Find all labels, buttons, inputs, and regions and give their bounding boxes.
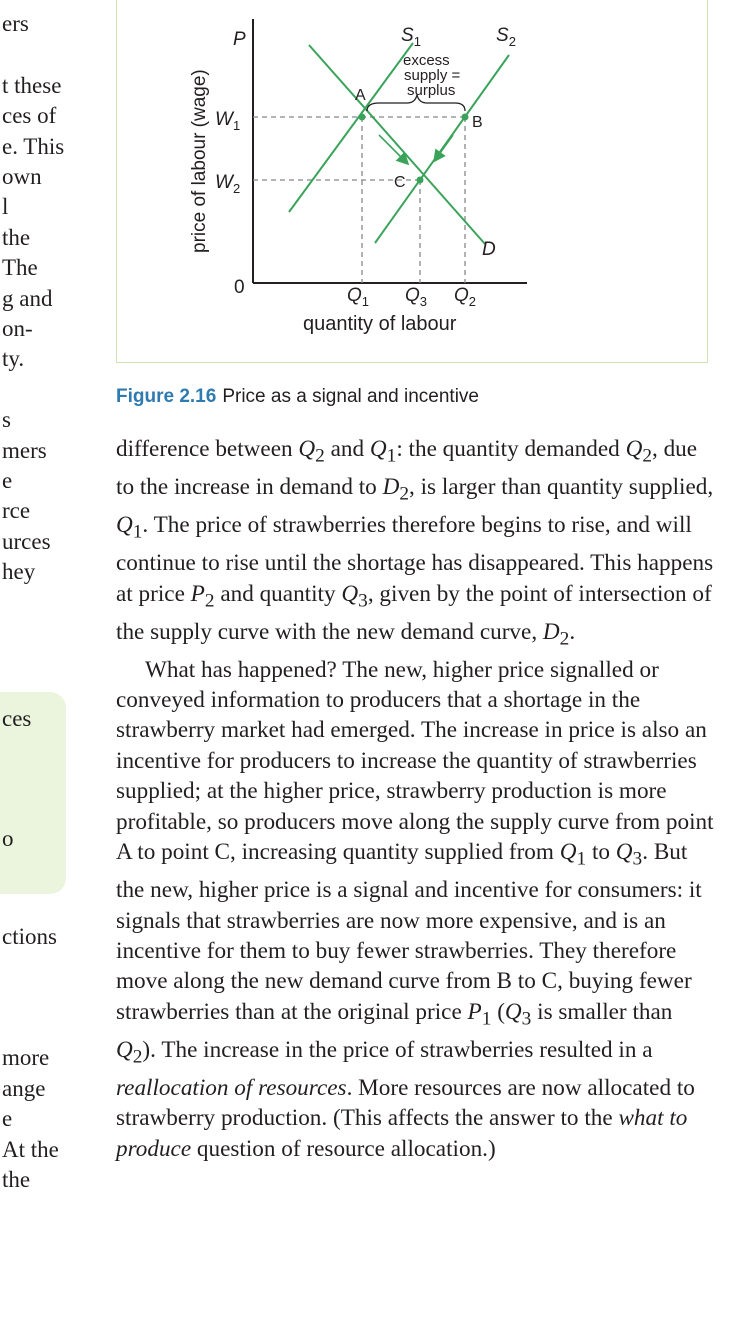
- left-text-line: ces of: [2, 103, 57, 128]
- left-text-line: e: [2, 1106, 13, 1131]
- figure-title: Price as a signal and incentive: [222, 386, 479, 407]
- left-text-line: o: [2, 826, 14, 851]
- left-text-line: e: [2, 468, 13, 493]
- q2-label: $Q_2$: [454, 285, 477, 309]
- point-b-marker: [462, 114, 469, 121]
- point-c-marker: [417, 177, 424, 184]
- left-text-line: The: [2, 255, 38, 280]
- q3-label: $Q_3$: [405, 285, 428, 309]
- left-text-line: the: [2, 1167, 31, 1192]
- s2-label: $S_2$: [496, 25, 516, 49]
- left-text-line: mers: [2, 438, 47, 463]
- w1-label: $W_1$: [215, 109, 241, 133]
- annotation-line-3: surplus: [407, 82, 456, 99]
- w2-label: $W_2$: [215, 172, 241, 196]
- paragraph-2: What has happened? The new, higher price signalled or conveyed information to producers that a shortage in the strawberry market had emerged. The increase in price is also an incentive for producers to increase the quantity of strawberries supplied; at the higher price, strawberry production is more profitable, so producers move along the supply curve from point A to point C, increasing quantity supplied from $Q_1$ to $Q_3$. But the new, higher price is a signal and incentive for consumers: it signals that strawberries are now more expensive, and is an incentive for them to buy fewer strawberries. They therefore move along the new demand curve from B to C, buying fewer strawberries than at the original price $P_1$ ($Q_3$ is smaller than $Q_2$). The increase in the price of strawberries resulted in a reallocation of resources. More resources are now allocated to strawberry production. (This affects the answer to the what to produce question of resource allocation.): [116, 656, 714, 1162]
- point-c-label: C: [394, 174, 406, 191]
- paragraph-1: difference between $Q_2$ and $Q_1$: the quantity demanded $Q_2$, due to the increase in demand to $D_2$, is larger than quantity supplied, $Q_1$. The price of strawberries therefore begins to rise, and will continue to rise until the shortage has disappeared. This happens at price $P_2$ and quantity $Q_3$, given by the point of intersection of the supply curve with the new demand curve, $D_2$.: [116, 436, 714, 650]
- s1-label: $S_1$: [401, 25, 421, 49]
- body-text: [116, 434, 716, 1164]
- left-column: [0, 0, 80, 1334]
- annotation-line-2: supply =: [404, 67, 461, 84]
- point-a-marker: [359, 114, 366, 121]
- q1-label: $Q_1$: [347, 285, 370, 309]
- demand-label: D: [482, 239, 496, 260]
- left-text-line: s: [2, 407, 11, 432]
- x-axis-title: quantity of labour: [303, 313, 457, 335]
- left-text-line: hey: [2, 559, 36, 584]
- left-text-line: the: [2, 225, 31, 250]
- left-text-line: l: [2, 194, 9, 219]
- point-b-label: B: [472, 114, 483, 131]
- left-text-line: urces: [2, 529, 51, 554]
- left-text-line: At the: [2, 1137, 59, 1162]
- left-text-line: own: [2, 164, 42, 189]
- arrow-b-to-c: [435, 135, 453, 160]
- left-text-line: rce: [2, 498, 31, 523]
- left-text-line: ers: [2, 11, 29, 36]
- left-text-line: on-: [2, 316, 33, 341]
- p-axis-label: P: [233, 29, 246, 50]
- left-text-line: ange: [2, 1076, 46, 1101]
- y-axis-title: price of labour (wage): [189, 69, 210, 253]
- left-text-line: ces: [2, 706, 32, 731]
- point-a-label: A: [355, 87, 366, 104]
- left-text-line: more: [2, 1045, 50, 1070]
- left-text-line: ty.: [2, 346, 25, 371]
- figure-panel: [116, 0, 708, 363]
- figure-number: Figure 2.16: [116, 386, 217, 407]
- labour-market-diagram: [117, 0, 709, 364]
- annotation-line-1: excess: [403, 52, 450, 69]
- left-text-line: t these: [2, 73, 62, 98]
- left-text-line: ctions: [2, 924, 57, 949]
- origin-label: 0: [234, 277, 245, 298]
- left-text-line: g and: [2, 286, 53, 311]
- figure-caption: [116, 383, 716, 411]
- left-text-line: e. This: [2, 134, 65, 159]
